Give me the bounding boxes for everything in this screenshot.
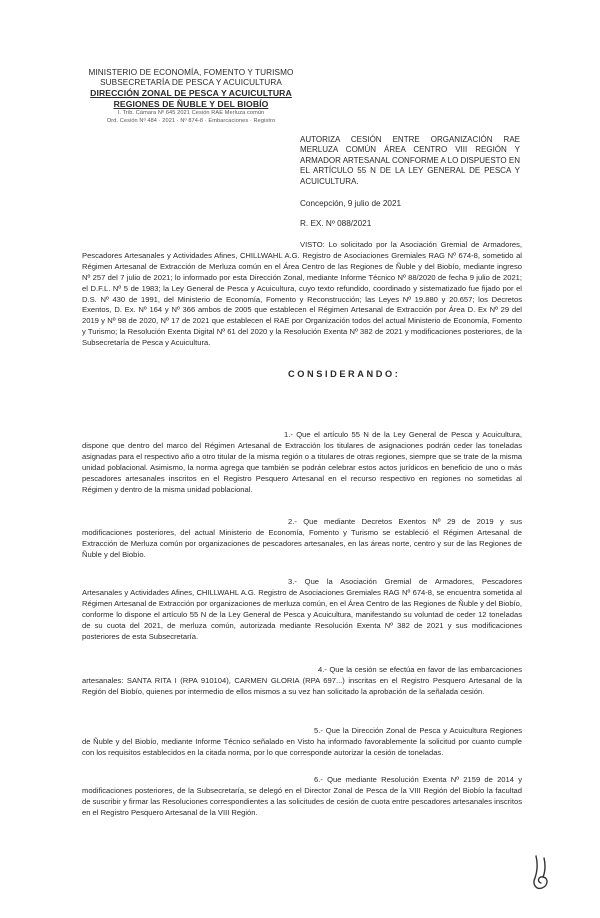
place-and-date: Concepción, 9 julio de 2021: [300, 199, 402, 208]
considerando-item-1: 1.- Que el artículo 55 N de la Ley General de Pesca y Acuicultura, dispone que dentro del marco del Régimen Artesanal de Extracción los titulares de asignaciones podrán ceder las toneladas asignadas para el respectivo año a otro titular de la misma región o a titulares de otras regiones, siempre que se trate de la misma unidad poblacional. Asimismo, la norma agrega que también se podrán celebrar estos actos jurídicos en beneficio de uno o más pescadores artesanales inscritos en el Registro Pesquero Artesanal en el recurso respectivo en regiones no sometidas al Régimen y dentro de la misma unidad poblacional.: [82, 430, 522, 494]
considerando-item-2: 2.- Que mediante Decretos Exentos Nº 29 de 2019 y sus modificaciones posteriores, del actual Ministerio de Economía, Fomento y Turismo se estableció el Régimen Artesanal de Extracción de Merluza común por organizaciones de pescadores artesanales, en las áreas norte, centro y sur de las Regiones de Ñuble y del Biobío.: [82, 517, 522, 559]
regions-name: REGIONES DE ÑUBLE Y DEL BIOBÍO: [113, 98, 269, 109]
considerando-item-3: 3.- Que la Asociación Gremial de Armadores, Pescadores Artesanales y Actividades Afines, CHILLWAHL A.G. Registro de Asociaciones Gremiales RAG Nº 674-8, se encuentra sometida al Régimen Artesanal de Extracción por organizaciones de merluza común, en el Área Centro de las Regiones de Ñuble y del Biobío, conforme lo dispone el artículo 55 N de la Ley General de Pesca y Acuicultura, manifestando su voluntad de ceder 12 toneladas de su cuota del 2021, de merluza común, autorizada mediante Resolución Exenta Nº 382 de 2021 y sus modificaciones posteriores de esta Subsecretaría.: [82, 577, 522, 641]
resolution-number: R. EX. Nº 088/2021: [300, 219, 372, 228]
file-reference-line-1: I. Trib. Cámara Nº 645 2021 Cesión RAE Merluza común: [117, 109, 265, 116]
considerando-heading: CONSIDERANDO:: [288, 369, 401, 379]
signature-mark: [528, 852, 554, 894]
resolution-subject: AUTORIZA CESIÓN ENTRE ORGANIZACIÓN RAE MERLUZA COMÚN ÁREA CENTRO VIII REGIÓN Y ARMADOR ARTESANAL CONFORME A LO DISPUESTO EN EL ARTÍCULO 55 N DE LA LEY GENERAL DE PESCA Y ACUICULTURA.: [300, 135, 520, 186]
considerando-item-5: 5.- Que la Dirección Zonal de Pesca y Acuicultura Regiones de Ñuble y del Biobío, mediante Informe Técnico señalado en Visto ha informado favorablemente la solicitud por cuanto cumple con los requisitos establecidos en la citada norma, por lo que corresponde autorizar la cesión de toneladas.: [82, 726, 522, 757]
file-reference-line-2: Ord. Cesión Nº 484 · 2021 · Nº 874-8 · Embarcaciones · Registro: [106, 118, 276, 125]
considerando-item-6: 6.- Que mediante Resolución Exenta Nº 2159 de 2014 y modificaciones posteriores, de la Subsecretaría, se delegó en el Director Zonal de Pesca de la VIII Región del Biobío la facultad de suscribir y firmar las Resoluciones correspondientes a las solicitudes de cesión de cuota entre pescadores artesanales inscritos en el Registro Pesquero Artesanal de la VIII Región.: [82, 775, 522, 817]
considerando-item-4: 4.- Que la cesión se efectúa en favor de las embarcaciones artesanales: SANTA RITA I (RPA 910104), CARMEN GLORIA (RPA 697...) inscritas en el Registro Pesquero Artesanal de la Región del Biobío, quienes por intermedio de ellos mismos a su vez han solicitado la aprobación de la señalada cesión.: [82, 665, 522, 696]
subsecretariat-name: SUBSECRETARÍA DE PESCA Y ACUICULTURA: [100, 78, 282, 88]
visto-paragraph: VISTO: Lo solicitado por la Asociación Gremial de Armadores, Pescadores Artesanales y Actividades Afines, CHILLWAHL A.G. Registro de Asociaciones Gremiales RAG Nº 674-8, sometido al Régimen Artesanal de Extracción de Merluza común en el Área Centro de las Regiones de Ñuble y del Biobío, mediante ingreso Nº 257 del 7 julio de 2021; lo informado por esta Dirección Zonal, mediante Informe Técnico Nº 88/2020 de fecha 9 julio de 2021; el D.F.L. Nº 5 de 1983; la Ley General de Pesca y Acuicultura, cuyo texto refundido, coordinado y sistematizado fue fijado por el D.S. Nº 430 de 1991, del Ministerio de Economía, Fomento y Reconstrucción; las Leyes Nº 19.880 y 20.657; los Decretos Exentos, D. Ex. Nº 164 y Nº 366 ambos de 2005 que establecen el Régimen Artesanal de Extracción por Área D. Ex Nº 29 del 2019 y Nº 98 de 2020, Nº 17 de 2021 que establecen el RAE por Organización todos del actual Ministerio de Economía, Fomento y Turismo; la Resolución Exenta Digital Nº 61 del 2020 y la Resolución Exenta Nº 382 de 2021 y modificaciones posteriores, de la Subsecretaría de Pesca y Acuicultura.: [82, 240, 522, 348]
ministry-name: MINISTERIO DE ECONOMÍA, FOMENTO Y TURISMO: [88, 68, 294, 77]
letterhead: [86, 68, 296, 126]
zonal-direction-name: DIRECCIÓN ZONAL DE PESCA Y ACUICULTURA: [90, 88, 292, 99]
